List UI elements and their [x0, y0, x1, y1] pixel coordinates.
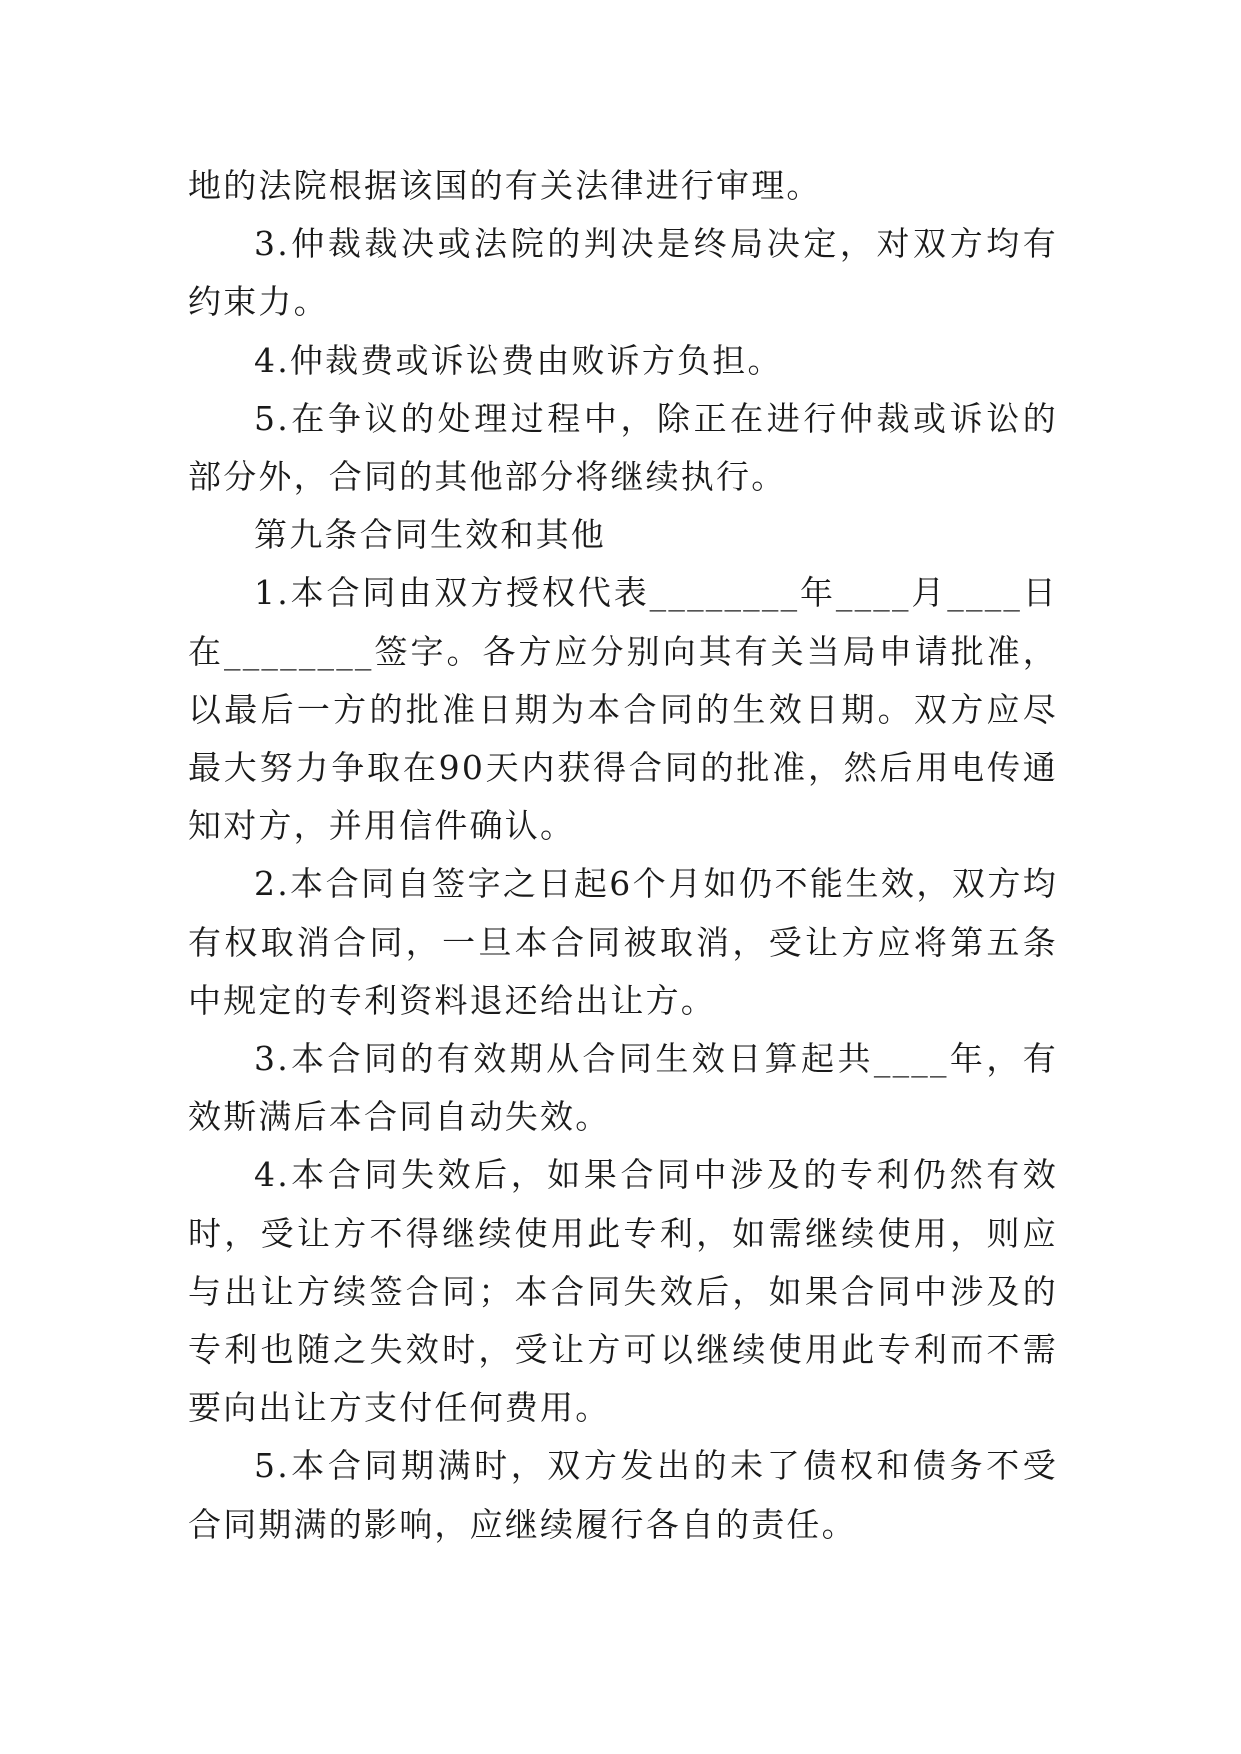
paragraph-clause-8-3: 3.仲裁裁决或法院的判决是终局决定，对双方均有约束力。 — [188, 224, 1058, 322]
paragraph-clause-9-5: 5.本合同期满时，双方发出的未了债权和债务不受合同期满的影响，应继续履行各自的责任。 — [188, 1446, 1058, 1544]
section-heading-article-9: 第九条合同生效和其他 — [254, 515, 606, 555]
paragraph-continuation: 地的法院根据该国的有关法律进行审理。 — [188, 166, 822, 205]
paragraph-clause-8-5: 5.在争议的处理过程中，除正在进行仲裁或诉讼的部分外，合同的其他部分将继续执行。 — [188, 398, 1058, 497]
paragraph-clause-9-2: 2.本合同自签字之日起6个月如仍不能生效，双方均有权取消合同，一旦本合同被取消，受让方应将第五条中规定的专利资料退还给出让方。 — [188, 864, 1058, 1020]
paragraph-clause-8-4: 4.仲裁费或诉讼费由败诉方负担。 — [254, 340, 783, 380]
paragraph-clause-9-4: 4.本合同失效后，如果合同中涉及的专利仍然有效时，受让方不得继续使用此专利，如需继续使用，则应与出让方续签合同；本合同失效后，如果合同中涉及的专利也随之失效时，受让方可以继续使用此专利而不需要向出让方支付任何费用。 — [188, 1155, 1058, 1428]
paragraph-clause-9-1: 1.本合同由双方授权代表________年____月____日在________签字。各方应分别向其有关当局申请批准，以最后一方的批准日期为本合同的生效日期。双方应尽最大努力争取在90天内获得合同的批准，然后用电传通知对方，并用信件确认。 — [188, 573, 1058, 846]
document-body — [188, 157, 1058, 1554]
paragraph-clause-9-3: 3.本合同的有效期从合同生效日算起共____年，有效斯满后本合同自动失效。 — [188, 1039, 1058, 1137]
